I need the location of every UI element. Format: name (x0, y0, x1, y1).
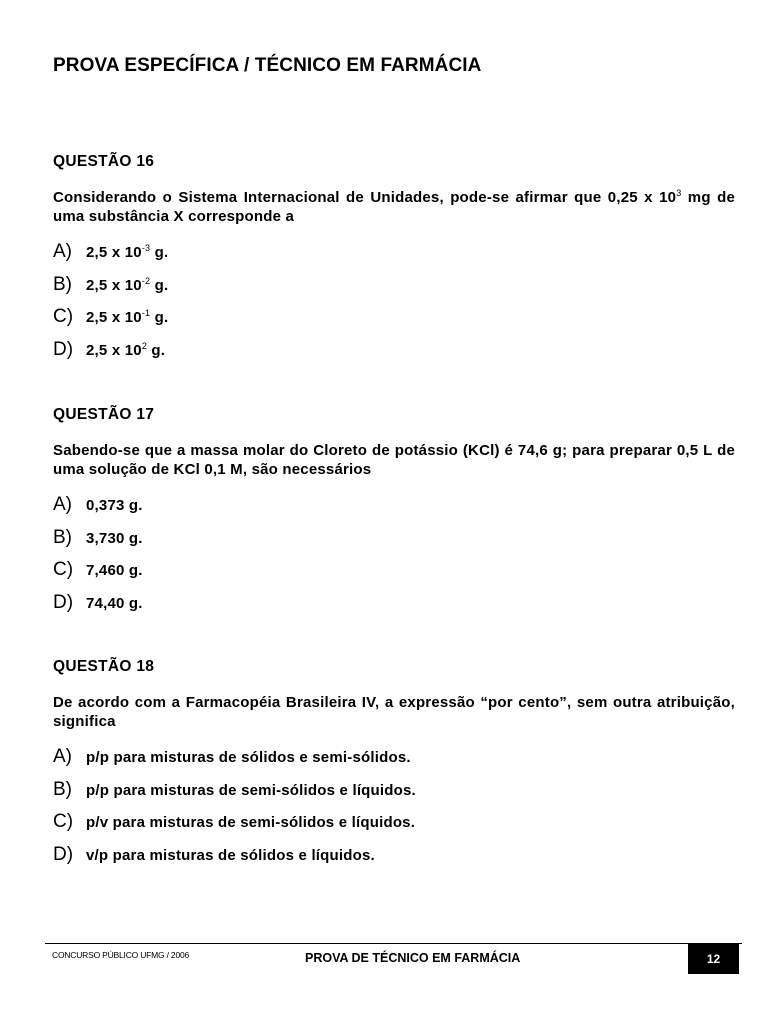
option-letter: B) (53, 526, 72, 548)
footer-exam-name: CONCURSO PÚBLICO UFMG / 2006 (52, 950, 190, 960)
option-d[interactable] (53, 339, 735, 372)
statement-text: mg de uma substância X corresponde a (53, 189, 735, 225)
options-list (53, 494, 735, 624)
question-statement: De acordo com a Farmacopéia Brasileira IV, a expressão “por cento”, sem outra atribuição, significa (53, 694, 735, 730)
option-d[interactable] (53, 844, 735, 877)
option-text: 2,5 x $10^{-3}$ g. (86, 243, 169, 261)
option-text: 0,373 g. (86, 497, 143, 514)
option-b[interactable] (53, 274, 735, 307)
footer-exam-title: PROVA DE TÉCNICO EM FARMÁCIA (305, 951, 521, 965)
option-letter: C) (53, 559, 74, 580)
option-text: 2,5 x $10^{-2}$ g. (86, 275, 169, 294)
option-b[interactable] (53, 527, 735, 560)
option-a[interactable] (53, 746, 735, 779)
option-text: 7,460 g. (86, 562, 143, 579)
statement-text: Considerando o Sistema Internacional de Unidades, pode-se afirmar que 0,25 x 10 (53, 189, 677, 206)
question-heading: QUESTÃO 16 (53, 153, 155, 170)
option-text: v/p para misturas de sólidos e líquidos. (86, 846, 375, 864)
option-c[interactable] (53, 559, 735, 592)
footer-divider (45, 943, 742, 944)
statement-exponent: 3 (676, 188, 682, 198)
options-list (53, 241, 735, 371)
option-letter: D) (53, 338, 74, 360)
option-letter: D) (53, 591, 74, 613)
option-letter: B) (53, 778, 72, 800)
question-16 (53, 153, 735, 371)
option-d[interactable] (53, 592, 735, 625)
question-heading: QUESTÃO 18 (53, 658, 155, 675)
option-text: 3,730 g. (86, 529, 143, 547)
option-c[interactable] (53, 811, 735, 844)
options-list (53, 746, 735, 876)
option-a[interactable] (53, 241, 735, 274)
option-letter: A) (53, 241, 72, 262)
option-letter: A) (53, 746, 72, 767)
option-b[interactable] (53, 779, 735, 812)
option-text: 2,5 x $10^{-1}$ g. (86, 308, 169, 326)
option-text: p/v para misturas de semi-sólidos e líquidos. (86, 814, 416, 831)
page-number: 12 (688, 944, 739, 974)
option-letter: C) (53, 811, 74, 832)
option-text: 74,40 g. (86, 594, 143, 612)
option-text: p/p para misturas de semi-sólidos e líquidos. (86, 781, 416, 799)
option-letter: C) (53, 306, 74, 327)
option-text: p/p para misturas de sólidos e semi-sólidos. (86, 749, 411, 766)
page-title: PROVA ESPECÍFICA / TÉCNICO EM FARMÁCIA (53, 55, 482, 76)
question-statement (53, 188, 735, 226)
option-letter: B) (53, 273, 72, 295)
option-text: 2,5 x $10^2$ g. (86, 340, 166, 359)
question-statement: Sabendo-se que a massa molar do Cloreto de potássio (KCl) é 74,6 g; para preparar 0,5 L de uma solução de KCl 0,1 M, são necessários (53, 442, 735, 478)
question-18 (53, 658, 735, 876)
question-heading: QUESTÃO 17 (53, 406, 155, 423)
option-letter: D) (53, 843, 74, 865)
option-c[interactable] (53, 306, 735, 339)
question-17 (53, 406, 735, 624)
option-letter: A) (53, 494, 72, 515)
option-a[interactable] (53, 494, 735, 527)
